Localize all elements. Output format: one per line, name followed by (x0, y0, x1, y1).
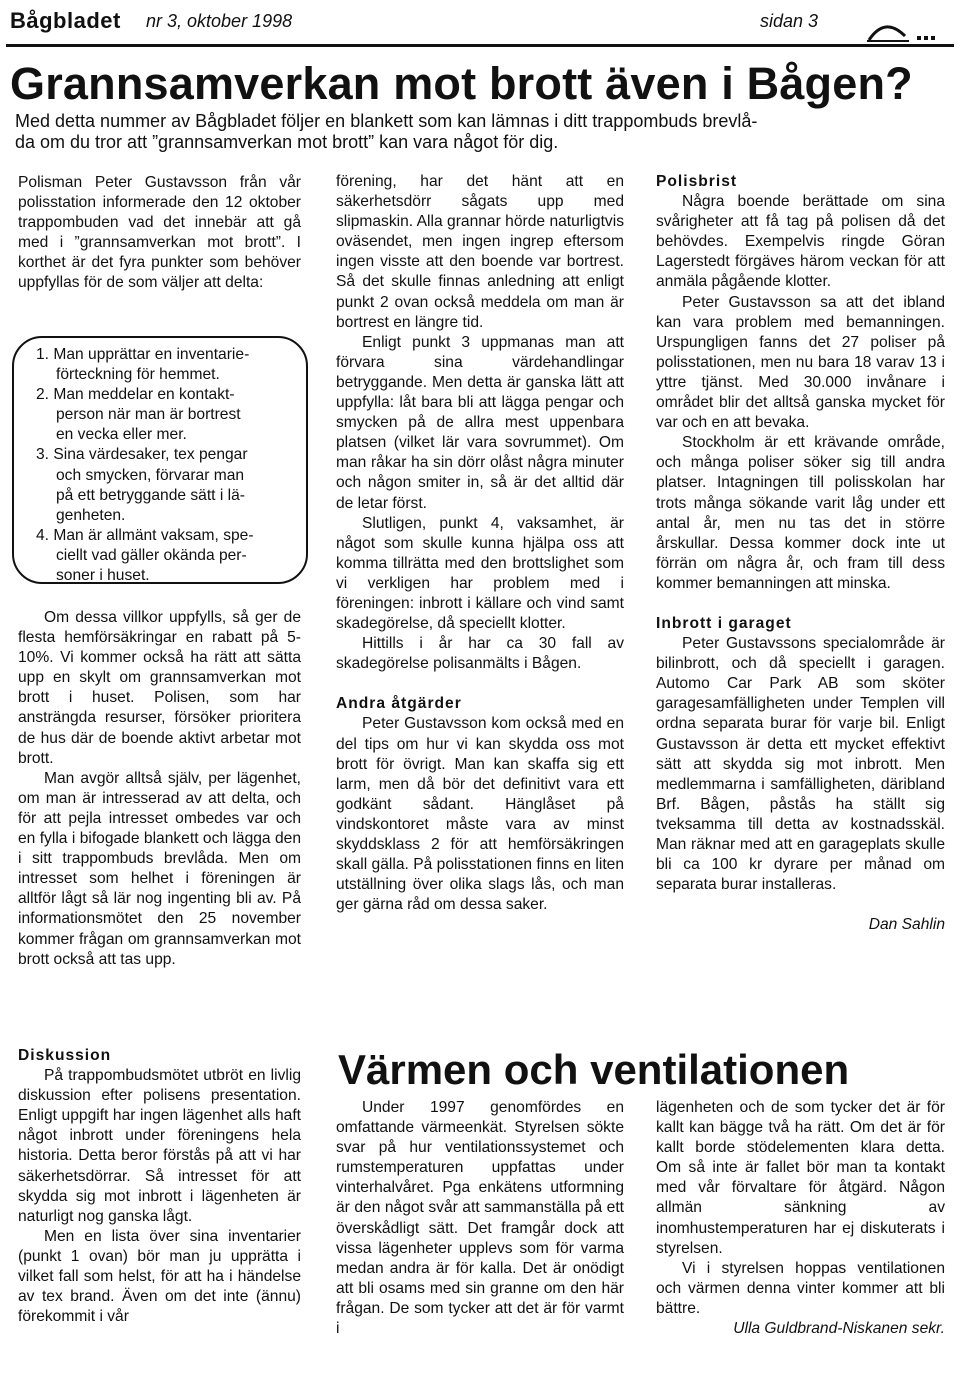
paragraph: Några boende berättade om sina svårigheter att få tag på polisen då det behövdes. Exempelvis ringde Göran Lagerstedt förgäves härom veckan för att anmäla pågående klotter. (656, 193, 945, 291)
list-item: 4. Man är allmänt vaksam, spe- (36, 526, 254, 544)
newspaper-name: Bågbladet (10, 8, 121, 33)
article-title: Grannsamverkan mot brott även i Bågen? (10, 58, 913, 109)
column-1-diskussion (18, 1046, 301, 1327)
paragraph: Polisman Peter Gustavsson från vår polisstation informerade den 12 oktober trappombuden vad det innebär att gå med i ”grannsamverkan mot brott”. I korthet är det fyra punkter som behöver uppfyllas för de som väljer att delta: (18, 174, 301, 292)
paragraph: Man avgör alltså själv, per lägenhet, om man är intresserad av att delta, och för att pejla intresset ombedes var och en fylla i bifogade blankett och lägga den i sitt trappombuds brevlåda. Men om intresset som helhet i föreningen är alltför lågt så lär nog ingenting bli av. På informationsmötet den 25 november kommer frågan om grannsamverkan mot brott också att tas upp. (18, 769, 301, 968)
list-item-cont: ciellt vad gäller okända per- (56, 546, 247, 564)
paragraph: Peter Gustavssons specialområde är bilinbrott, och då speciellt i garagen. Automo Car Park AB som sköter garagesamfälligheten under Templen vill ordna separata burar för varje bil. Enligt Gustavsson är detta ett mycket effektivt sätt att skydda sig mot inbrott. Men medlemmarna i samfälligheten, däribland Brf. Bågen, påstås ha ställt sig tveksamma till detta av kostnadsskäl. Man räknar med att en garageplats skulle bli ca 100 kr dyrare per månad om separata burar installeras. (656, 635, 945, 894)
article-2-title: Värmen och ventilationen (338, 1046, 850, 1093)
paragraph: lägenheten och de som tycker det är för kallt kan bägge två ha rätt. Om det är för kallt borde stödelementen klara detta. Om så inte är fallet bör man ta kontakt med vår förvaltare för åtgärd. Någon allmän sänkning av inomhustemperaturen har ej diskuterats i styrelsen. (656, 1099, 945, 1257)
list-item-cont: soner i huset. (56, 567, 150, 585)
column-1-intro (18, 173, 301, 294)
paragraph: förening, har det hänt att en säkerhetsdörr sågats upp med slipmaskin. Alla grannar hörde naturligtvis oväsendet, men ingen ingrep eftersom ingen visste att den boende var bortrest. Så det skulle finnas anledning att enligt punkt 2 ovan också meddela om man är bortrest en längre tid. (336, 173, 624, 331)
paragraph: Slutligen, punkt 4, vaksamhet, är något som skulle kunna hjälpa oss att komma tillrätta med den brottslighet som vi verkligen har problem med i föreningen: inbrott i källare och vind samt skadegörelse, då speciellt klotter. (336, 514, 624, 633)
list-item-cont: person när man är bortrest (56, 406, 241, 424)
article-2-column-1 (336, 1098, 624, 1339)
paragraph: Peter Gustavsson sa att det ibland kan vara problem med bemanningen. Urspungligen fanns det 27 poliser på polisstationen, men nu bara 18 varav 13 i yttre tjänst. Med 30.000 invånare i området blir det alltså ganska mycket för var och en att bevaka. (656, 293, 945, 432)
paragraph: Vi i styrelsen hoppas ventilationen och värmen denna vinter kommer att bli bättre. (656, 1259, 945, 1317)
issue-info: nr 3, oktober 1998 (146, 11, 293, 31)
list-item-cont: och smycken, förvarar man (56, 466, 245, 484)
lead-line: Med detta nummer av Bågbladet följer en blankett som kan lämnas i ditt trappombuds brevlå- (15, 111, 758, 131)
list-item-cont: på ett betryggande sätt i lä- (56, 486, 245, 504)
list-item: 2. Man meddelar en kontakt- (36, 386, 235, 404)
column-2 (336, 172, 624, 915)
author-signature: Ulla Guldbrand-Niskanen sekr. (733, 1320, 945, 1338)
page-number: sidan 3 (760, 11, 819, 31)
article-lead (15, 111, 945, 153)
list-item-cont: en vecka eller mer. (56, 426, 187, 444)
paragraph: Stockholm är ett krävande område, och många poliser söker sig till andra platser. Intagningen till polisskolan har trots många sökande varit låg under ett antal år, men nu tas det in större årskullar. Dessa kommer dock inte ut förrän om några år, och fram till dess kommer bemanningen att minska. (656, 434, 945, 592)
list-item: 3. Sina värdesaker, tex pengar (36, 446, 248, 464)
section-heading: Diskussion (18, 1047, 112, 1064)
paragraph: På trappombudsmötet utbröt en livlig diskussion efter polisens presentation. Enligt uppgift har ingen lägenhet alls haft något inbrott under föreningens hela historia. Detta beror förstås på att vi har säkerhetsdörrar. Så intresset för att skydda sig mot inbrott i lägenheten är naturligt nog ganska lågt. (18, 1067, 301, 1225)
paragraph: Peter Gustavsson kom också med en del tips om hur vi kan skydda oss mot brott för övrigt. Man kan skaffa sig ett larm, men då bör det definitivt vara ett godkänt sådant. Hänglåset på vindskontoret måste vara av minst skyddsklass 2 för att hemförsäkringen skall gälla. På polisstationen finns en liten utställning över olika slags lås, och man ger gärna råd om dessa saker. (336, 715, 624, 914)
bridge-arc-logo-icon (865, 14, 937, 44)
list-item: 1. Man upprättar en inventarie- (36, 346, 250, 363)
list-item-cont: genheten. (56, 506, 126, 524)
author-signature: Dan Sahlin (868, 916, 945, 934)
paragraph: Under 1997 genomfördes en omfattande värmeenkät. Styrelsen sökte svar på hur ventilationssystemet och rumstemperaturen uppfattas under vinterhalvåret. Pga enkätens utformning är den något svår att sammanställa på ett överskådligt sätt. Det framgår dock att vissa lägenheter upplevs som för varma medan andra är för kalla. Det är onödigt att bli osams med sin granne om den här frågan. De som tycker att det är för varmt i (336, 1099, 624, 1338)
column-1-body (18, 608, 301, 970)
paragraph: Enligt punkt 3 uppmanas man att förvara sina värdehandlingar betryggande. Men detta är ganska lätt att uppfylla: låt bara bli att lägga pengar och smycken på de allra mest uppenbara platsen (vilket lär vara sovrummet). Om man råkar ha sin dörr olåst några minuter och någon smiter in, så är det alltid där de letar först. (336, 333, 624, 512)
column-3 (656, 172, 945, 935)
section-heading: Inbrott i garaget (656, 614, 792, 632)
lead-line: da om du tror att ”grannsamverkan mot brott” kan vara något för dig. (15, 132, 559, 152)
section-heading: Polisbrist (656, 173, 738, 190)
section-heading: Andra åtgärder (336, 695, 462, 713)
list-item-cont: förteckning för hemmet. (56, 366, 220, 384)
paragraph: Men en lista över sina inventarier (punkt 1 ovan) bör man ju upprätta i vilket fall som helst, för att ha i händelse av tex brand. Även om det inte (ännu) förekommit i vår (18, 1227, 301, 1326)
page-header (0, 8, 960, 48)
paragraph: Hittills i år har ca 30 fall av skadegörelse polisanmälts i Bågen. (336, 635, 624, 673)
rules-list (36, 345, 298, 586)
article-2-column-2 (656, 1098, 945, 1339)
header-rule (6, 44, 954, 47)
paragraph: Om dessa villkor uppfylls, så ger de flesta hemförsäkringar en rabatt på 5-10%. Vi kommer också ha rätt att sätta upp en skylt om grannsamverkan mot brott i huset. Polisen, som har ansträngda resurser, försöker prioritera de hus där de boende aktivt arbetar mot brott. (18, 609, 301, 767)
